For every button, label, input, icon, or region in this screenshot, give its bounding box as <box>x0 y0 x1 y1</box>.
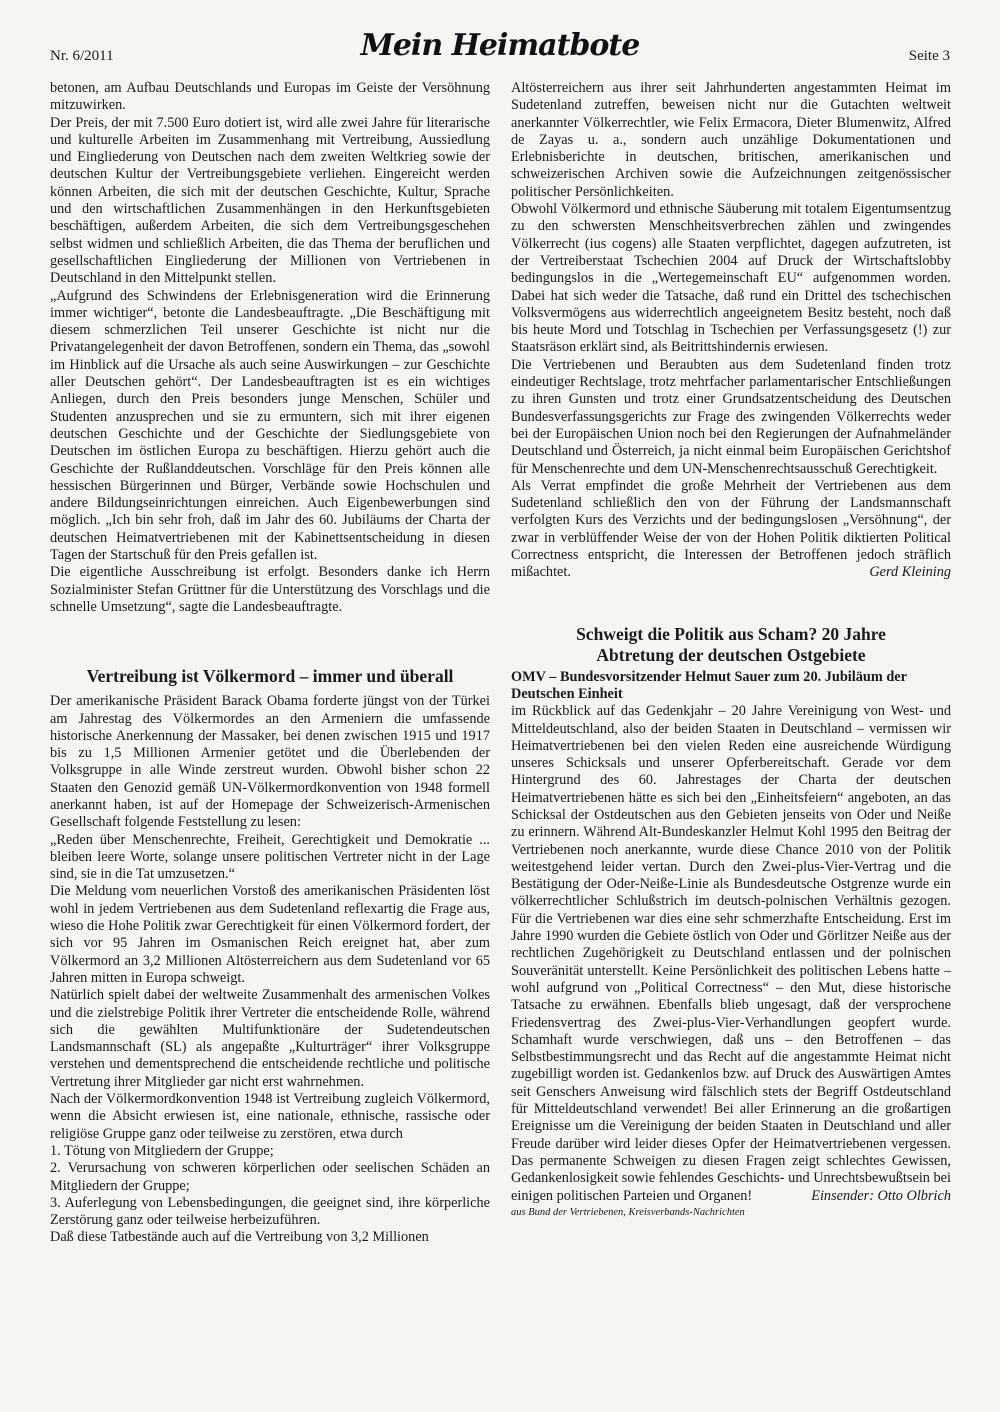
paragraph: Der amerikanische Präsident Barack Obama forderte jüngst von der Türkei am Jahrestag des Völkermordes an den Armeniern die umfassende historische Anerkennung der Massaker, bei denen zwischen 1915 und 1917 bis zu 1,5 Millionen Armenier getötet und die Überlebenden der Volksgruppe in alle Winde zerstreut wurden. Obwohl bisher schon 22 Staaten den Genozid gemäß UN-Völkermordkonvention von 1948 formell anerkannt haben, ist auf der Homepage der Schweizerisch-Armenischen Gesellschaft folgende Feststellung zu lesen: <box>50 693 490 831</box>
paragraph <box>511 703 951 1205</box>
list-item: 2. Verursachung von schweren körperlichen oder seelischen Schäden an Mitgliedern der Gruppe; <box>50 1160 490 1194</box>
paragraph: Daß diese Tatbestände auch auf die Vertreibung von 3,2 Millionen <box>50 1229 429 1246</box>
article-3 <box>511 624 951 1220</box>
quote: „Reden über Menschenrechte, Freiheit, Gerechtigkeit und Demokratie ... bleiben leere Worte, solange unsere politischen Vertreter nicht in der Lage sind, sie in die Tat umzusetzen.“ <box>50 831 490 883</box>
masthead-logo: Mein Heimatbote <box>360 28 640 63</box>
criteria-list <box>50 1143 490 1229</box>
left-column <box>50 80 490 1247</box>
author-signature: Gerd Kleining <box>869 564 951 581</box>
page-number: Seite 3 <box>908 48 950 64</box>
paragraph: Natürlich spielt dabei der weltweite Zusammenhalt des armenischen Volkes und die zielstrebige Politik ihrer Vertreter die entscheidende Rolle, während sich die gewählten Multifunktionäre der Sudetendeutschen Landsmannschaft (SL) als angepaßte „Kulturträger“ ihrer Volksgruppe verstehen und dementsprechend die entscheidende rechtliche und politische Vertretung ihrer Mitglieder gar nicht erst wahrnehmen. <box>50 987 490 1090</box>
paragraph: betonen, am Aufbau Deutschlands und Europas im Geiste der Versöhnung mitzuwirken. <box>50 80 490 114</box>
paragraph <box>511 478 951 582</box>
sender-signature: Einsender: Otto Olbrich <box>811 1187 951 1204</box>
article-2-title: Vertreibung ist Völkermord – immer und überall <box>86 666 454 687</box>
paragraph-with-signature <box>511 478 951 582</box>
list-item: 1. Tötung von Mitgliedern der Gruppe; <box>50 1142 274 1159</box>
paragraph-text: im Rückblick auf das Gedenkjahr – 20 Jahre Vereinigung von West- und Mitteldeutschland, also der beiden Staaten in Deutschland – vermissen wir Heimatvertriebenen bei den vielen Reden eine ausreichende Würdigung unseres Schicksals und unserer Opferbereitschaft. Gerade vor dem Hintergrund des 60. Jahrestages der Charta der deutschen Heimatvertriebenen hätte es sich bei den „Einheitsfeiern“ angeboten, an das Schicksal der Ostdeutschen aus den Gebieten jenseits von Oder und Neiße zu erinnern. Während Alt-Bundeskanzler Helmut Kohl 1995 den Beitrag der Vertriebenen noch anerkannte, wurde diese Chance 2010 von der Politik weitestgehend leider vertan. Durch den Zwei-plus-Vier-Vertrag und die Bestätigung der Oder-Neiße-Linie als Bundesdeutsche Ostgrenze wurde ein völkerrechtlicher Schlußstrich im deutsch-polnischen Verhältnis gezogen. Für die Vertriebenen war dies eine sehr schmerzhafte Entscheidung. Erst im Jahre 1990 wurden die Gebiete östlich von Oder und Görlitzer Neiße aus der rechtlichen Zugehörigkeit zu Deutschland entlassen und der polnischen Souveränität unterstellt. Keine Persönlichkeit des politischen Lebens hatte – wohl aufgrund von „Political Correctness“ – den Mut, diese historische Tatsache zu erwähnen. Ebenfalls blieb ungesagt, daß der versprochene Friedensvertrag des Zwei-plus-Vier-Verhandlungen geopfert wurde. Schamhaft wurde verschwiegen, daß uns – den Betroffenen – das Selbstbestimmungsrecht und das Recht auf die angestammte Heimat nicht zugebilligt worden ist. Gedankenlos bzw. auf Druck des Auswärtigen Amtes seit Genschers Anweisung wird fälschlich stets der Begriff Ostdeutschland für Mitteldeutschland verwendet! Bei aller Erinnerung an die großartigen Ereignisse um die Vereinigung der beiden Staaten in Deutschland und aller Freude darüber wird leider dieses Opfer der Heimatvertriebenen vergessen. Das permanente Schweigen zu diesen Fragen zeigt schlechtes Gewissen, Gedankenlosigkeit sowie fehlendes Geschichts- und Unrechtsbewußtsein bei einigen politischen Parteien und Organen! <box>511 703 951 1204</box>
paragraph: Obwohl Völkermord und ethnische Säuberung mit totalem Eigentumsentzug zu den schwersten Menschheitsverbrechen zählen und zwingendes Völkerrecht (ius cogens) alle Staaten verpflichtet, dagegen aufzutreten, ist der Vertreiberstaat Tschechien 2004 auf Druck der Wirtschaftslobby bedingungslos in die „Wertegemeinschaft EU“ aufgenommen worden. Dabei hat sich weder die Tatsache, daß rund ein Drittel des tschechischen Volksvermögens aus widerrechtlich angeeignetem Besitz besteht, noch daß bis heute Mord und Totschlag in Tschechien per Verfassungsgesetz (!) zur Staatsräson erklärt sind, als Beitrittshindernis erwiesen. <box>511 201 951 356</box>
paragraph: „Aufgrund des Schwindens der Erlebnisgeneration wird die Erinnerung immer wichtiger“, betonte die Landesbeauftragte. „Die Beschäftigung mit diesem schmerzlichen Teil unserer Geschichte ist nicht nur die Privatangelegenheit der davon Betroffenen, sondern ein Thema, das „sowohl im Hinblick auf die Ursache als auch seine Auswirkungen – zur Geschichte aller Deutschen gehört“. Der Landesbeauftragten ist es ein wichtiges Anliegen, durch den Preis besonders junge Menschen, Schüler und Studenten anzusprechen und sie zu ermuntern, sich mit ihrer eigenen deutschen Geschichte und der Geschichte der Siedlungsgebiete von Deutschen im östlichen Europa zu beschäftigen. Hierzu gehört auch die Geschichte der Rußlanddeutschen. Vorschläge für den Preis können alle hessischen Bürgerinnen und Bürger, Verbände sowie Hochschulen und andere Bildungseinrichtungen einreichen. Auch Eigenbewerbungen sind möglich. „Ich bin sehr froh, daß im Jahr des 60. Jubiläums der Charta der deutschen Heimatvertriebenen mit der Kabinettsentscheidung in diesen Tagen der Startschuß für den Preis gefallen ist. <box>50 287 490 564</box>
article-3-title: Schweigt die Politik aus Scham? 20 Jahre Abtretung der deutschen Ostgebiete <box>576 623 886 665</box>
source-note: aus Bund der Vertriebenen, Kreisverbands-Nachrichten <box>511 1206 745 1218</box>
right-column <box>511 80 951 1220</box>
issue-number: Nr. 6/2011 <box>50 48 114 64</box>
paragraph: Der Preis, der mit 7.500 Euro dotiert ist, wird alle zwei Jahre für literarische und kulturelle Arbeiten im Zusammenhang mit Vertreibung, Aussiedlung und Eingliederung von Deutschen nach dem zweiten Weltkrieg sowie der deutschen Kultur der Vertreibungsgebiete verliehen. Eingereicht werden können Arbeiten, die sich mit der deutschen Geschichte, Kultur, Sprache und den wirtschaftlichen Zusammenhängen in den Herkunftsgebieten beschäftigen, außerdem Arbeiten, die sich dem Vertreibungsgeschehen selbst widmen und schließlich Arbeiten, die das Thema der beruflichen und gesellschaftlichen Eingliederung der Millionen von Vertriebenen in Deutschland in den Mittelpunkt stellen. <box>50 114 490 287</box>
paragraph: Die Meldung vom neuerlichen Vorstoß des amerikanischen Präsidenten löst wohl in jedem Vertriebenen aus dem Sudetenland reflexartig die Frage aus, wieso die Hohe Politik zwar Gerechtigkeit für einen Völkermord fordert, der sich vor 95 Jahren im Osmanischen Reich ereignet hat, aber zum Völkermord an 3,2 Millionen Altösterreichern aus dem Sudetenland vor 65 Jahren mitten in Europa schweigt. <box>50 883 490 986</box>
paragraph: Altösterreichern aus ihrer seit Jahrhunderten angestammten Heimat im Sudetenland zutreffen, beweisen nicht nur die Gutachten weltweit anerkannter Völkerrechtler, wie Felix Ermacora, Dieter Blumenwitz, Alfred de Zayas u. a., sondern auch unzählige Dokumentationen und Erlebnisberichte in deutschen, britischen, amerikanischen und schweizerischen Archiven sowie die Aufzeichnungen zeitgenössischer politischer Persönlichkeiten. <box>511 80 951 200</box>
paragraph: Nach der Völkermordkonvention 1948 ist Vertreibung zugleich Völkermord, wenn die Absicht erwiesen ist, eine nationale, ethnische, rassische oder religiöse Gruppe ganz oder teilweise zu zerstören, etwa durch <box>50 1091 490 1142</box>
paragraph: Die eigentliche Ausschreibung ist erfolgt. Besonders danke ich Herrn Sozialminister Stefan Grüttner für die Unterstützung des Vorschlags und die schnelle Umsetzung“, sagte die Landesbeauftragte. <box>50 564 490 615</box>
list-item: 3. Auferlegung von Lebensbedingungen, die geeignet sind, ihre körperliche Zerstörung ganz oder teilweise herbeizuführen. <box>50 1194 490 1229</box>
article-2-continued <box>511 80 951 582</box>
article-2 <box>50 666 490 1247</box>
article-1 <box>50 80 490 616</box>
paragraph-text: Als Verrat empfindet die große Mehrheit der Vertriebenen aus dem Sudetenland schließlich den von der Führung der Landsmannschaft verfolgten Kurs des Verzichts und der bedingungslosen „Versöhnung“, der zwar in verblüffender Weise der von der Hohen Politik diktierten Political Correctness entspricht, die Interessen der Betroffenen jedoch sträflich mißachtet. <box>511 477 951 581</box>
article-3-subtitle: OMV – Bundesvorsitzender Helmut Sauer zum 20. Jubiläum der Deutschen Einheit <box>511 668 907 702</box>
paragraph: Die Vertriebenen und Beraubten aus dem Sudetenland finden trotz eindeutiger Rechtslage, trotz mehrfacher parlamentarischer Entschließungen zu ihren Gunsten und trotz einer Grundsatzentscheidung des Deutschen Bundesverfassungsgerichts zur Frage des zwingenden Völkerrechts weder bei der Europäischen Union noch bei den Regierungen der Aufnahmeländer Deutschland und Österreich, ja nicht einmal beim Europäischen Gerichtshof für Menschenrechte und dem UN-Menschenrechtsausschuß Gerechtigkeit. <box>511 356 951 477</box>
